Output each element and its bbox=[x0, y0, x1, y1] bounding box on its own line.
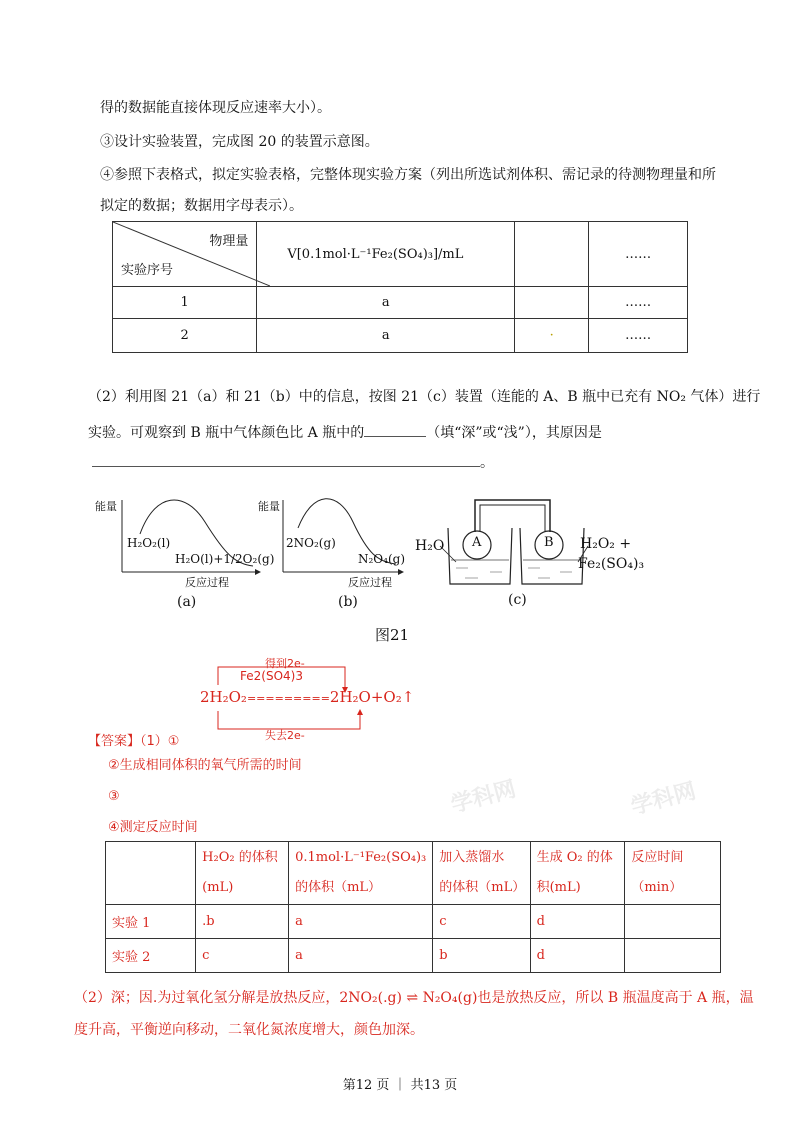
question-table bbox=[112, 221, 688, 353]
row-dot: · bbox=[515, 319, 589, 353]
fill-blank-2 bbox=[92, 452, 480, 467]
watermark-logo: 学科网 bbox=[628, 777, 699, 821]
ylabel-b: 能量 bbox=[258, 500, 280, 513]
paragraph-1: 得的数据能直接体现反应速率大小）。 bbox=[100, 100, 331, 116]
answer-header-blank bbox=[106, 842, 196, 905]
row-number: 2 bbox=[113, 319, 257, 353]
row-cell bbox=[625, 905, 721, 939]
xlabel-b: 反应过程 bbox=[348, 576, 392, 589]
answer-header-water: 加入蒸馏水 的体积（mL） bbox=[433, 842, 530, 905]
caption-c: (c) bbox=[508, 592, 527, 608]
part2-line1: （2）利用图 21（a）和 21（b）中的信息，按图 21（c）装置（连能的 A、B 瓶中已充有 NO₂ 气体）进行 bbox=[88, 389, 761, 405]
paragraph-3: ④参照下表格式，拟定实验表格，完整体现实验方案（列出所选试剂体积、需记录的待测物理量和所 bbox=[100, 167, 716, 183]
row-cell: c bbox=[196, 939, 289, 973]
redox-diagram bbox=[200, 655, 415, 745]
figure-title: 图21 bbox=[375, 626, 410, 644]
row-label: 实验 2 bbox=[106, 939, 196, 973]
header-fe-volume: V[0.1mol·L⁻¹Fe₂(SO₄)₃]/mL bbox=[257, 222, 515, 287]
bottom-label-a: H₂O(l)+1/2O₂(g) bbox=[175, 552, 275, 566]
gain-electrons: 得到2e- bbox=[265, 657, 305, 670]
row-number: 1 bbox=[113, 287, 257, 319]
answer-part2-line1: （2）深；因.为过氧化氢分解是放热反应，2NO₂(.g) ⇌ N₂O₄(g)也是放热反应，所以 B 瓶温度高于 A 瓶，温 bbox=[74, 990, 754, 1006]
top-label-b: 2NO₂(g) bbox=[286, 536, 336, 550]
part2-line2-a: 实验。可观察到 B 瓶中气体颜色比 A 瓶中的 bbox=[88, 425, 365, 441]
watermark-logo: 学科网 bbox=[448, 775, 519, 819]
row-ellipsis: …… bbox=[589, 319, 688, 353]
answer-header-h2o2: H₂O₂ 的体积 (mL) bbox=[196, 842, 289, 905]
equation-right: 2H₂O+O₂↑ bbox=[329, 688, 415, 706]
fill-blank-1 bbox=[364, 422, 426, 437]
row-label: 实验 1 bbox=[106, 905, 196, 939]
left-reagent: H₂O bbox=[415, 538, 445, 554]
row-blank bbox=[515, 287, 589, 319]
xlabel-a: 反应过程 bbox=[185, 576, 229, 589]
row-cell: a bbox=[289, 905, 433, 939]
table-row bbox=[106, 939, 721, 973]
paragraph-2: ③设计实验装置，完成图 20 的装置示意图。 bbox=[100, 134, 379, 150]
row-cell: d bbox=[530, 905, 625, 939]
header-blank bbox=[515, 222, 589, 287]
row-value: a bbox=[257, 319, 515, 353]
bulb-b-label: B bbox=[544, 535, 554, 550]
answer-4: ④测定反应时间 bbox=[108, 820, 198, 835]
right-reagent-1: H₂O₂ + bbox=[580, 536, 632, 552]
answer-header-fe: 0.1mol·L⁻¹Fe₂(SO₄)₃ 的体积（mL） bbox=[289, 842, 433, 905]
equation-left: 2H₂O₂ bbox=[200, 688, 247, 706]
answer-part2-line2: 度升高，平衡逆向移动，二氧化氮浓度增大，颜色加深。 bbox=[74, 1022, 424, 1038]
paragraph-4: 拟定的数据；数据用字母表示）。 bbox=[100, 198, 303, 214]
answer-header-o2: 生成 O₂ 的体 积(mL) bbox=[530, 842, 625, 905]
answer-table bbox=[105, 841, 721, 973]
corner-bottom-label: 实验序号 bbox=[121, 263, 174, 278]
answer-2: ②生成相同体积的氧气所需的时间 bbox=[108, 758, 302, 773]
row-ellipsis: …… bbox=[589, 287, 688, 319]
part2-line2-b: （填“深”或“浅”），其原因是 bbox=[426, 425, 602, 441]
bulb-a-label: A bbox=[472, 535, 482, 550]
corner-top-label: 物理量 bbox=[209, 234, 249, 249]
figure-21b bbox=[258, 492, 408, 612]
part2-line3-end: 。 bbox=[480, 455, 494, 471]
row-cell: d bbox=[530, 939, 625, 973]
row-cell: .b bbox=[196, 905, 289, 939]
top-label-a: H₂O₂(l) bbox=[127, 536, 171, 550]
right-reagent-2: Fe₂(SO₄)₃ bbox=[578, 556, 645, 572]
part2-line2 bbox=[88, 422, 602, 443]
ylabel-a: 能量 bbox=[95, 500, 117, 513]
table-row bbox=[106, 905, 721, 939]
equation-sign: ========= bbox=[246, 692, 330, 705]
row-cell: b bbox=[433, 939, 530, 973]
figure-21c bbox=[410, 490, 650, 612]
loss-electrons: 失去2e- bbox=[265, 729, 305, 742]
equation bbox=[200, 688, 414, 706]
catalyst-label: Fe2(SO4)3 bbox=[240, 669, 303, 683]
table-row bbox=[113, 319, 688, 353]
row-cell: a bbox=[289, 939, 433, 973]
table-row bbox=[113, 287, 688, 319]
answer-header: 【答案】（1）① bbox=[88, 734, 180, 749]
answer-3: ③ bbox=[108, 789, 120, 804]
energy-diagram-a bbox=[95, 492, 265, 592]
figure-21a bbox=[95, 492, 275, 612]
part2-line3 bbox=[92, 452, 494, 473]
answer-header-time: 反应时间 （min） bbox=[625, 842, 721, 905]
page-footer: 第12 页 ｜ 共13 页 bbox=[342, 1078, 458, 1093]
header-ellipsis: …… bbox=[589, 222, 688, 287]
row-cell bbox=[625, 939, 721, 973]
caption-a: (a) bbox=[177, 594, 197, 610]
table-corner-cell bbox=[113, 222, 257, 287]
row-cell: c bbox=[433, 905, 530, 939]
caption-b: (b) bbox=[338, 594, 358, 610]
bottom-label-b: N₂O₄(g) bbox=[358, 552, 406, 566]
row-value: a bbox=[257, 287, 515, 319]
